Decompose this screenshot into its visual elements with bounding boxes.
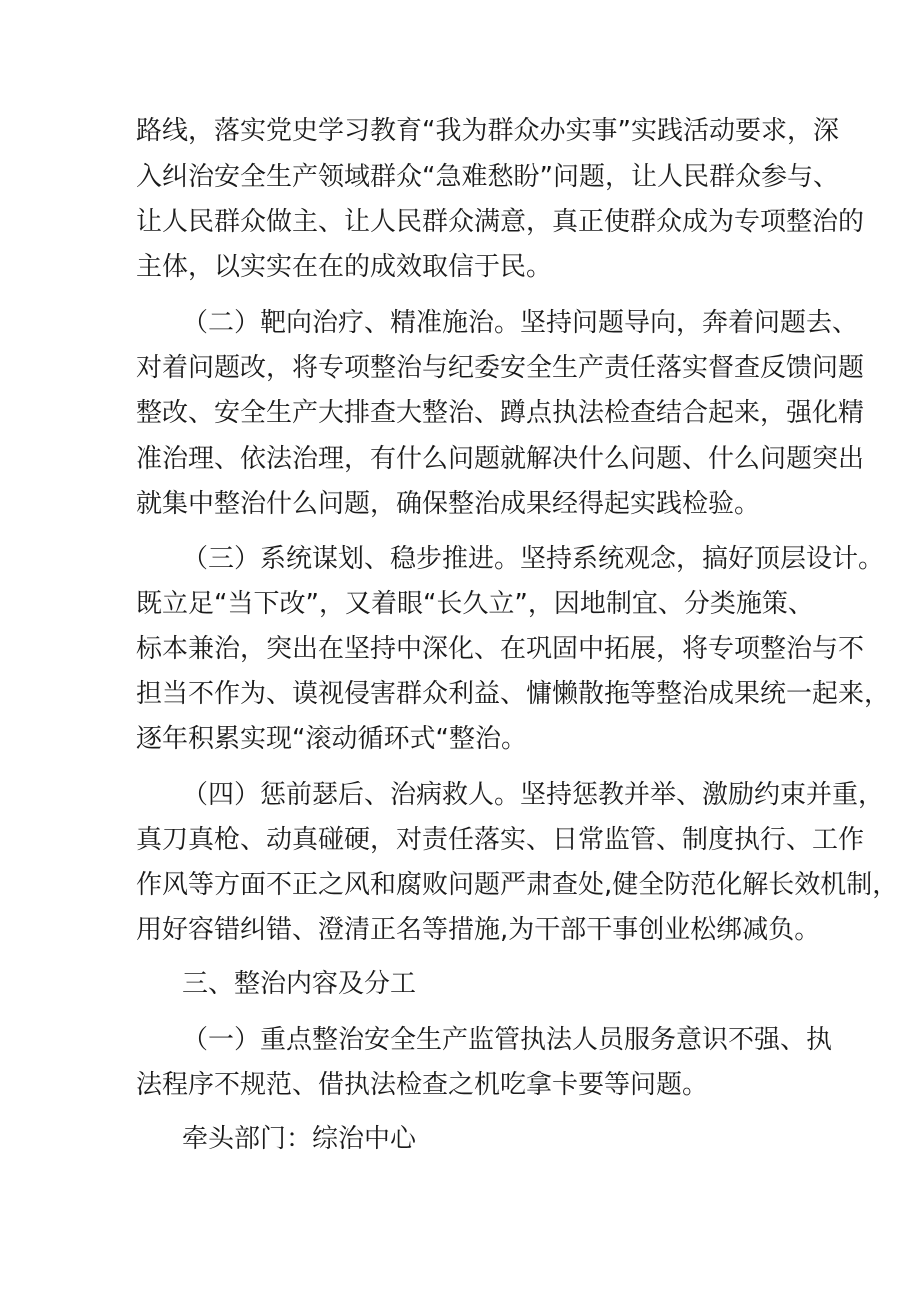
text-line: 法程序不规范、借执法检查之机吃拿卡要等问题。 [136,1070,709,1100]
text-line: （四）惩前瑟后、治病救人。坚持惩教并举、激励约束并重， [182,780,885,810]
text-line: 主体，以实实在在的成效取信于民。 [136,252,553,282]
text-line: 让人民群众做主、让人民群众满意，真正使群众成为专项整治的 [136,207,865,237]
text-line: 逐年积累实现“滚动循环式“整治。 [136,724,527,754]
text-line: 作风等方面不正之风和腐败问题严肃查处,健全防范化解长效机制， [136,870,899,900]
text-line: 入纠治安全生产领域群众“急难愁盼”问题，让人民群众参与、 [136,162,839,192]
text-line: 真刀真枪、动真碰硬，对责任落实、日常监管、制度执行、工作 [136,825,865,855]
lead-department-line: 牵头部门：综治中心 [182,1124,417,1154]
text-line: 就集中整治什么问题，确保整治成果经得起实践检验。 [136,489,761,519]
section-heading: 三、整治内容及分工 [182,969,417,999]
text-line: （一）重点整治安全生产监管执法人员服务意识不强、执 [182,1025,833,1055]
text-line: 整改、安全生产大排查大整治、蹲点执法检查结合起来，强化精 [136,398,865,428]
text-line: 准治理、依法治理，有什么问题就解决什么问题、什么问题突出 [136,444,865,474]
text-line: 担当不作为、谟视侵害群众利益、慵懒散拖等整治成果统一起来， [136,679,891,709]
text-line: 路线，落实党史学习教育“我为群众办实事”实践活动要求，深 [136,116,839,146]
text-line: 既立足“当下改”，又着眼“长久立”，因地制宜、分类施策、 [136,589,814,619]
text-line: 标本兼治，突出在坚持中深化、在巩固中拓展，将专项整治与不 [136,634,865,664]
text-line: 用好容错纠错、澄清正名等措施,为干部干事创业松绑减负。 [136,915,821,945]
text-line: 对着问题改，将专项整治与纪委安全生产责任落实督查反馈问题 [136,353,865,383]
text-line: （二）靶向治疗、精准施治。坚持问题导向，奔着问题去、 [182,308,859,338]
text-line: （三）系统谋划、稳步推进。坚持系统观念，搞好顶层设计。 [182,544,885,574]
